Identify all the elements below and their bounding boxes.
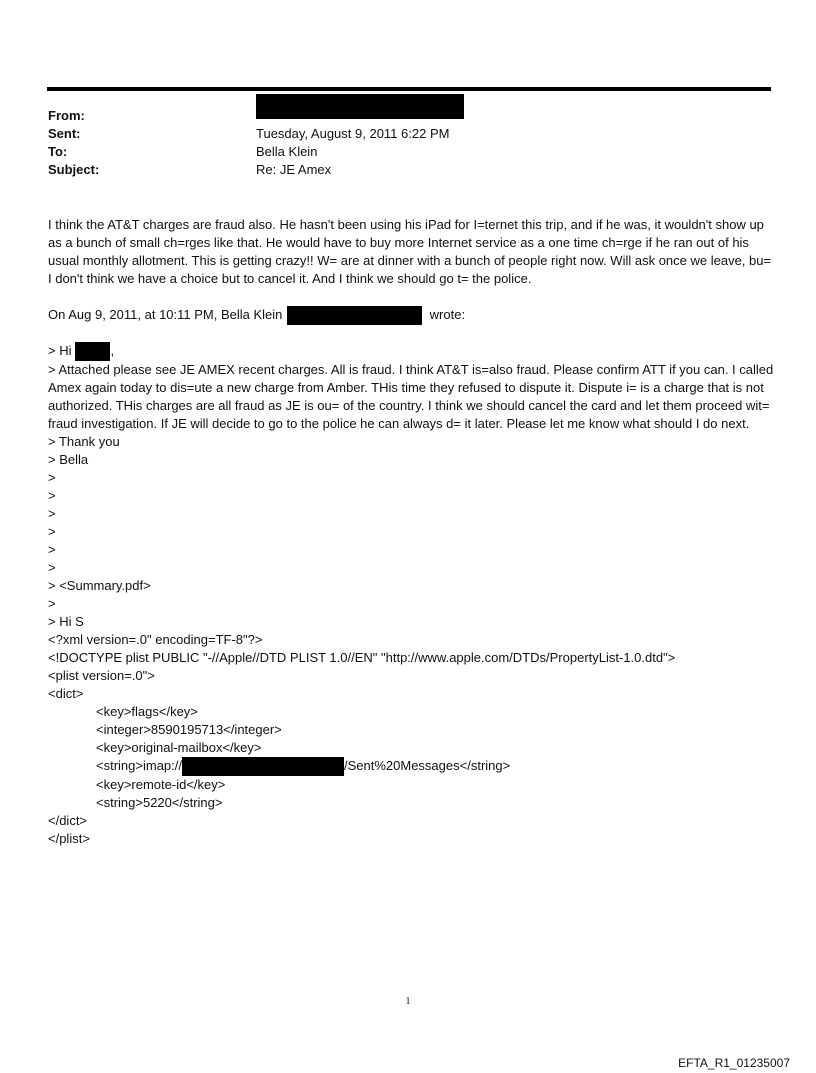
- sent-row: [48, 125, 464, 143]
- quote-marker: >: [48, 542, 56, 558]
- plist-string-imap: [48, 757, 778, 776]
- sent-label: Sent:: [48, 126, 81, 141]
- to-value: Bella Klein: [256, 144, 318, 159]
- dict-open-tag: <dict>: [48, 686, 84, 702]
- quote-intro-wrote: wrote:: [429, 307, 466, 322]
- redaction-from: [256, 94, 464, 119]
- from-label: From:: [48, 108, 85, 123]
- reply-paragraph: I think the AT&T charges are fraud also. He hasn't been using his iPad for I=ternet this trip, and if he was, it wouldn't show up as a bunch of small ch=rges like that. He would have to buy more Internet service as a one time ch=rge if he ran out of his usual monthly allotment. This is getting crazy!! W= are at dinner with a bunch of people right now. Will ask once we leave, bu= I don't think we have a choice but to cancel it. And I think we should go t= the police.: [48, 217, 772, 286]
- dict-close-tag: </dict>: [48, 813, 88, 829]
- quoted-message: [48, 342, 778, 848]
- quote-marker: >: [48, 596, 56, 612]
- quoted-attachment: > <Summary.pdf>: [48, 578, 151, 594]
- sent-value: Tuesday, August 9, 2011 6:22 PM: [256, 126, 450, 141]
- from-row: [48, 107, 464, 125]
- plist-integer-flags: <integer>8590195713</integer>: [96, 722, 282, 738]
- subject-row: [48, 161, 464, 179]
- quote-marker: >: [48, 488, 56, 504]
- to-row: [48, 143, 464, 161]
- quote-marker: >: [48, 506, 56, 522]
- plist-doctype: <!DOCTYPE plist PUBLIC "-//Apple//DTD PLIST 1.0//EN" "http://www.apple.com/DTDs/PropertyList-1.0.dtd">: [48, 650, 676, 666]
- quoted-greeting: [48, 342, 778, 361]
- quoted-name: > Bella: [48, 452, 89, 468]
- quoted-body: > Attached please see JE AMEX recent charges. All is fraud. I think AT&T is=also fraud. Please confirm ATT if you can. I called Amex again today to dis=ute a new charge from Amber. THis time they refused to dispute it. Dispute i= is a charge that is not authorized. THis charges are all fraud as JE is ou= of the country. I think we should cancel the card and let them proceed wit= fraud investigation. If JE will decide to go to the police he can always d= it later. Please let me know what should I do next.: [48, 362, 774, 432]
- subject-label: Subject:: [48, 162, 100, 177]
- email-header: [48, 107, 464, 179]
- plist-open-tag: <plist version=.0">: [48, 668, 155, 684]
- quoted-greeting-suffix: ,: [110, 343, 115, 358]
- quote-intro: [48, 306, 778, 325]
- plist-string-remote-id: <string>5220</string>: [96, 795, 223, 811]
- quoted-hi-s: > Hi S: [48, 614, 84, 630]
- plist-close-tag: </plist>: [48, 831, 90, 847]
- to-label: To:: [48, 144, 68, 159]
- quote-intro-text: On Aug 9, 2011, at 10:11 PM, Bella Klein: [48, 307, 283, 322]
- redaction-imap-account: [182, 757, 344, 776]
- plist-key-flags: <key>flags</key>: [96, 704, 198, 720]
- plist-imap-suffix: /Sent%20Messages</string>: [344, 758, 511, 774]
- quoted-thanks: > Thank you: [48, 434, 120, 450]
- page-number: 1: [405, 996, 411, 1007]
- reply-body: [48, 216, 778, 288]
- redaction-recipient-name: [75, 342, 110, 361]
- plist-key-mailbox: <key>original-mailbox</key>: [96, 740, 262, 756]
- plist-xml-declaration: <?xml version=.0" encoding=TF-8"?>: [48, 632, 263, 648]
- quote-marker: >: [48, 524, 56, 540]
- bates-number: EFTA_R1_01235007: [678, 1056, 790, 1070]
- quote-marker: >: [48, 470, 56, 486]
- header-divider: [47, 87, 771, 91]
- plist-key-remote-id: <key>remote-id</key>: [96, 777, 226, 793]
- plist-imap-prefix: <string>imap://: [96, 758, 182, 774]
- quote-marker: >: [48, 560, 56, 576]
- quoted-greeting-prefix: > Hi: [48, 343, 72, 358]
- subject-value: Re: JE Amex: [256, 162, 332, 177]
- redaction-sender-email: [287, 306, 422, 325]
